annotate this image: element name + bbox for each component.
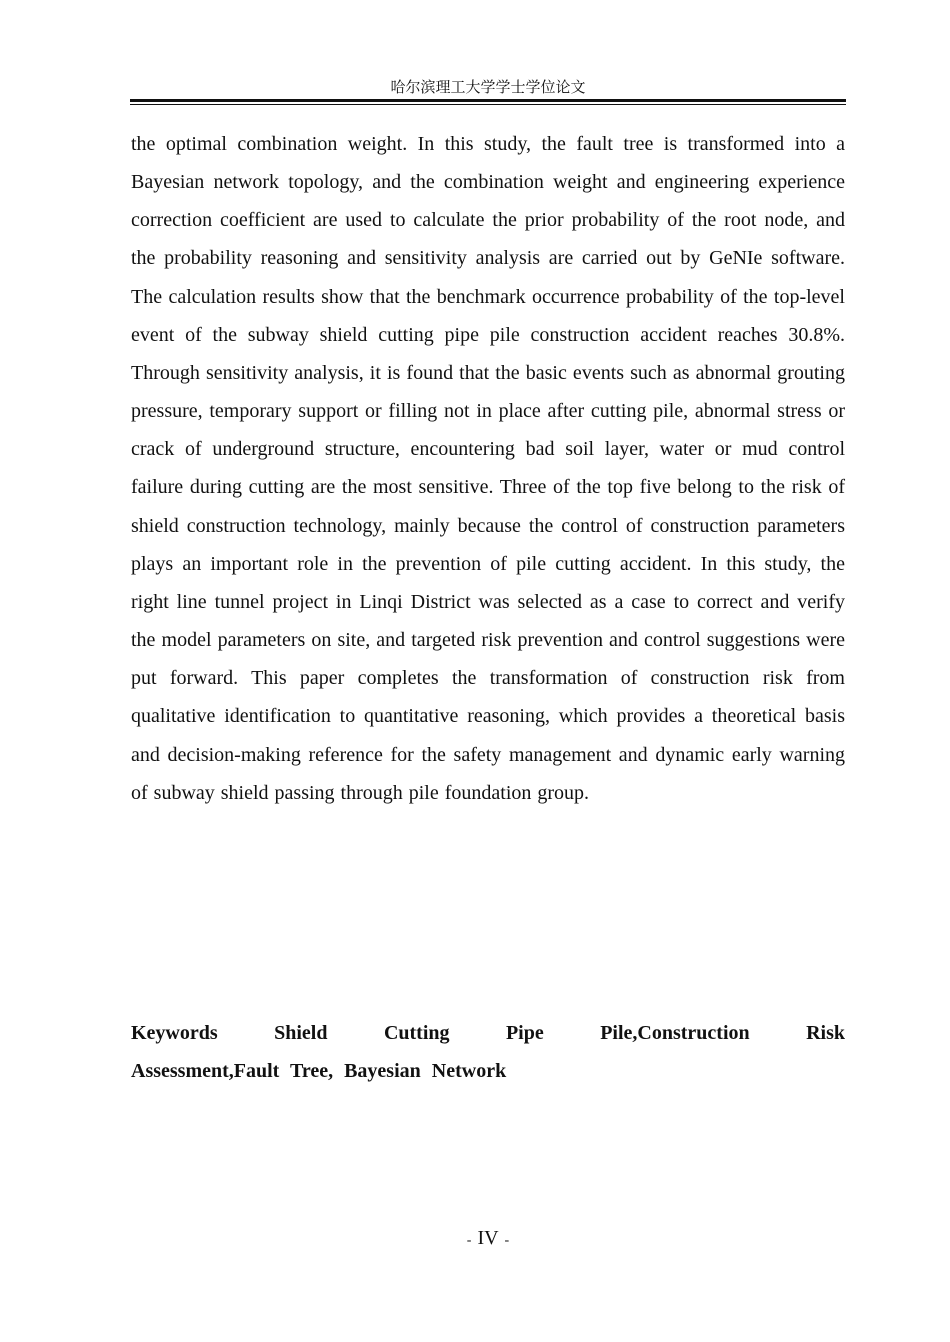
keywords-label: Keywords: [131, 1022, 218, 1044]
page-number-footer: [130, 1224, 846, 1255]
keyword-word: Shield: [274, 1022, 328, 1044]
keywords-section: [131, 1014, 845, 1090]
header-rule-thick: [130, 99, 846, 102]
keyword-word: Cutting: [383, 1022, 450, 1044]
keywords-line-1: [131, 1014, 845, 1052]
running-header: 哈尔滨理工大学学士学位论文: [390, 78, 586, 96]
keyword-word: Pile,Construction: [600, 1022, 750, 1044]
page-number-dash-right: -: [504, 1233, 510, 1248]
page-number-dash-left: -: [466, 1233, 472, 1248]
abstract-paragraph: the optimal combination weight. In this study, the fault tree is transformed into a Bayesian network topology, and the combination weight and engineering experience correction coefficient are used to calculate the prior probability of the root node, and the probability reasoning and sensitivity analysis are carried out by GeNIe software. The calculation results show that the benchmark occurrence probability of the top-level event of the subway shield cutting pipe pile construction accident reaches 30.8%. Through sensitivity analysis, it is found that the basic events such as abnormal grouting pressure, temporary support or filling not in place after cutting pile, abnormal stress or crack of underground structure, encountering bad soil layer, water or mud control failure during cutting are the most sensitive. Three of the top five belong to the risk of shield construction technology, mainly because the control of construction parameters plays an important role in the prevention of pile cutting accident. In this study, the right line tunnel project in Linqi District was selected as a case to correct and verify the model parameters on site, and targeted risk prevention and control suggestions were put forward. This paper completes the transformation of construction risk from qualitative identification to quantitative reasoning, which provides a theoretical basis and decision-making reference for the safety management and dynamic early warning of subway shield passing through pile foundation group.: [131, 133, 845, 804]
page-number: IV: [477, 1227, 499, 1249]
keyword-word: Risk: [806, 1022, 845, 1044]
keyword-word: Pipe: [505, 1022, 544, 1044]
keywords-line-2: Assessment,Fault Tree, Bayesian Network: [131, 1060, 507, 1082]
header-rule-thin: [130, 104, 846, 105]
